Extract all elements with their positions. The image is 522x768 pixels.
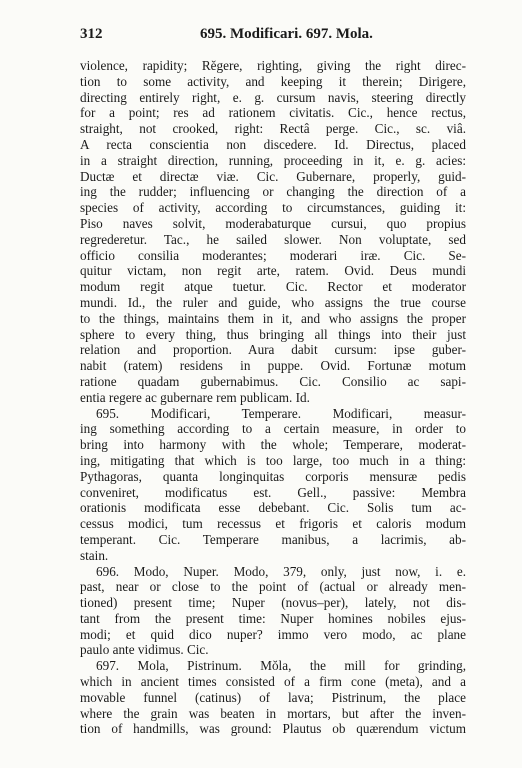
text-line: straight, not crooked, right: Rectâ perge. Cic., sc. viâ. bbox=[80, 121, 466, 137]
text-line: sphere to every thing, thus bringing all things into their just bbox=[80, 326, 466, 342]
text-line: tioned) present time; Nuper (novus–per), lately, not dis- bbox=[80, 595, 466, 611]
text-line: past, near or close to the point of (actual or already men- bbox=[80, 579, 466, 595]
text-line: movable funnel (catinus) of lava; Pistrinum, the place bbox=[80, 689, 466, 705]
text-line: ing, mitigating that which is too large, too much in a thing: bbox=[80, 452, 466, 468]
text-line: modi; et quid dico nuper? immo vero modo, ac plane bbox=[80, 626, 466, 642]
text-line: directing entirely right, e. g. cursum navis, steering directly bbox=[80, 89, 466, 105]
text-line: cessus modici, tum recessus et frigoris et caloris modum bbox=[80, 516, 466, 532]
text-line: 697. Mola, Pistrinum. Mŏla, the mill for grinding, bbox=[96, 658, 466, 674]
text-line: relation and proportion. Aura dabit cursum: ipse guber- bbox=[80, 342, 466, 358]
text-line: modum regit atque tuetur. Cic. Rector et moderator bbox=[80, 279, 466, 295]
text-line: 696. Modo, Nuper. Modo, 379, only, just now, i. e. bbox=[96, 563, 466, 579]
text-line: stain. bbox=[80, 547, 109, 563]
text-line: which in ancient times consisted of a firm cone (meta), and a bbox=[80, 674, 466, 690]
text-line: mundi. Id., the ruler and guide, who assigns the true course bbox=[80, 294, 466, 310]
text-line: tion to some activity, and keeping it therein; Dirigere, bbox=[80, 73, 466, 89]
text-line: in a straight direction, running, proceeding in it, e. g. acies: bbox=[80, 152, 466, 168]
page-number: 312 bbox=[80, 26, 103, 42]
text-line: nabit (ratem) residens in puppe. Ovid. Fortunæ motum bbox=[80, 358, 466, 374]
text-line: paulo ante vidimus. Cic. bbox=[80, 642, 209, 658]
text-line: officio consilia moderantes; moderari iræ. Cic. Se- bbox=[80, 247, 466, 263]
text-line: ing the rudder; influencing or changing the direction of a bbox=[80, 184, 466, 200]
text-line: entia regere ac gubernare rem publicam. Id. bbox=[80, 389, 310, 405]
text-line: regrederetur. Tac., he sailed slower. Non voluptate, sed bbox=[80, 231, 466, 247]
text-line: tion of handmills, was ground: Plautus ob quærendum victum bbox=[80, 721, 466, 737]
text-line: orationis modificata esse debebant. Cic. Solis tum ac- bbox=[80, 500, 466, 516]
text-line: for a point; res ad rationem civitatis. Cic., hence rectus, bbox=[80, 105, 466, 121]
text-line: conveniret, modificatus est. Gell., passive: Membra bbox=[80, 484, 466, 500]
text-line: ing something according to a certain measure, in order to bbox=[80, 421, 466, 437]
text-line: bring into harmony with the whole; Temperare, moderat- bbox=[80, 437, 466, 453]
page-header bbox=[80, 26, 460, 46]
text-line: ratione quadam gubernabimus. Cic. Consilio ac sapi- bbox=[80, 373, 466, 389]
text-line: Ductæ et directæ viæ. Cic. Gubernare, properly, guid- bbox=[80, 168, 466, 184]
text-line: Piso naves solvit, moderabaturque cursui, quo propius bbox=[80, 215, 466, 231]
text-line: species of activity, according to circumstances, guiding it: bbox=[80, 200, 466, 216]
running-title: 695. Modificari. 697. Mola. bbox=[200, 26, 373, 42]
text-line: where the grain was beaten in mortars, but after the inven- bbox=[80, 705, 466, 721]
text-line: Pythagoras, quanta longinquitas corporis mensuræ pedis bbox=[80, 468, 466, 484]
text-line: 695. Modificari, Temperare. Modificari, measur- bbox=[96, 405, 466, 421]
text-line: quitur victam, non regit arte, ratem. Ovid. Deus mundi bbox=[80, 263, 466, 279]
text-line: violence, rapidity; Rĕgere, righting, giving the right direc- bbox=[80, 58, 466, 73]
body-text bbox=[80, 58, 466, 737]
text-line: to the things, maintains them in it, and who assigns the proper bbox=[80, 310, 466, 326]
text-line: temperant. Cic. Temperare manibus, a lacrimis, ab- bbox=[80, 531, 466, 547]
text-line: tant from the present time: Nuper homines nobiles ejus- bbox=[80, 610, 466, 626]
text-line: A recta conscientia non discedere. Id. Directus, placed bbox=[80, 136, 466, 152]
